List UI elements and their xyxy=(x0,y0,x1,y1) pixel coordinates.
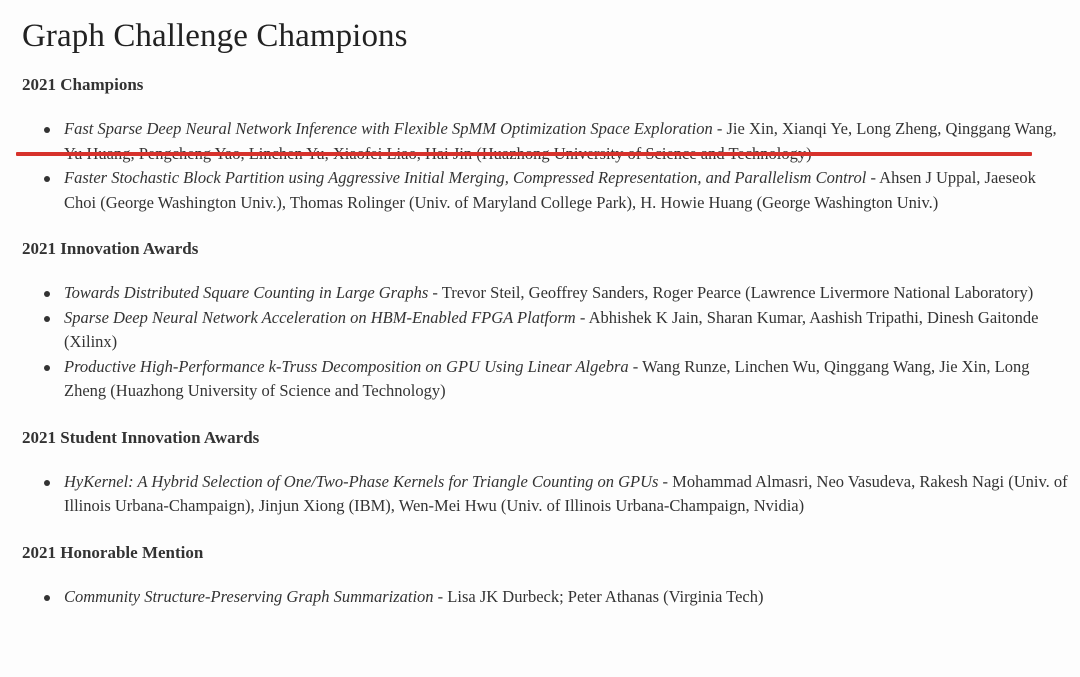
award-list xyxy=(22,470,1072,519)
paper-title: Community Structure-Preserving Graph Summarization xyxy=(64,586,434,606)
separator: - xyxy=(433,586,448,606)
paper-title: Towards Distributed Square Counting in Large Graphs xyxy=(64,283,429,302)
section-student-innovation-awards xyxy=(22,426,1072,519)
bullet-icon xyxy=(44,176,50,182)
list-item xyxy=(22,306,1072,355)
highlight-underline xyxy=(16,152,1032,156)
page-title: Graph Challenge Champions xyxy=(22,18,408,54)
separator: - xyxy=(428,283,442,302)
award-list xyxy=(22,281,1072,404)
list-item xyxy=(22,281,1072,306)
paper-authors: Wang Runze, Linchen Wu, Qinggang Wang, Jie Xin, Long Zheng (Huazhong University of Science and Technology) xyxy=(64,356,1030,400)
section-innovation-awards xyxy=(22,237,1072,404)
list-item xyxy=(22,355,1072,404)
bullet-icon xyxy=(44,365,50,371)
bullet-icon xyxy=(44,316,50,322)
section-honorable-mention xyxy=(22,541,1072,610)
paper-title: Fast Sparse Deep Neural Network Inference with Flexible SpMM Optimization Space Exploration xyxy=(64,119,713,138)
bullet-icon xyxy=(44,595,50,601)
separator: - xyxy=(866,168,880,187)
list-item xyxy=(22,585,1072,610)
award-list xyxy=(22,585,1072,610)
paper-authors: Lisa JK Durbeck; Peter Athanas (Virginia Tech) xyxy=(447,586,764,606)
separator: - xyxy=(658,471,673,491)
page-content xyxy=(22,14,1072,609)
separator: - xyxy=(575,307,589,327)
paper-title: Faster Stochastic Block Partition using Aggressive Initial Merging, Compressed Representation, and Parallelism Control xyxy=(64,168,867,187)
bullet-icon xyxy=(44,291,50,297)
paper-title: Sparse Deep Neural Network Acceleration on HBM-Enabled FPGA Platform xyxy=(64,307,576,327)
bullet-icon xyxy=(44,127,50,133)
list-item xyxy=(22,117,1072,166)
separator: - xyxy=(628,356,643,376)
list-item xyxy=(22,470,1072,519)
award-list xyxy=(22,117,1072,215)
paper-authors: Abhishek K Jain, Sharan Kumar, Aashish Tripathi, Dinesh Gaitonde (Xilinx) xyxy=(64,307,1039,351)
paper-title: Productive High-Performance k-Truss Decomposition on GPU Using Linear Algebra xyxy=(64,356,629,376)
paper-authors: Jie Xin, Xianqi Ye, Long Zheng, Qinggang Wang, xyxy=(726,119,1057,138)
separator: - xyxy=(712,119,727,138)
paper-authors: Ahsen J Uppal, Jaeseok Choi (George Washington Univ.), Thomas Rolinger (Univ. of Maryland College Park), H. Howie Huang (George Washington Univ.) xyxy=(64,168,1036,212)
list-item xyxy=(22,166,1072,215)
bullet-icon xyxy=(44,480,50,486)
paper-authors: Mohammad Almasri, Neo Vasudeva, Rakesh Nagi (Univ. of Illinois Urbana-Champaign), Jinjun Xiong (IBM), Wen-Mei Hwu (Univ. of Illinois Urbana-Champaign, Nvidia) xyxy=(64,471,1068,515)
paper-authors: Trevor Steil, Geoffrey Sanders, Roger Pearce (Lawrence Livermore National Laboratory) xyxy=(441,283,1034,302)
section-champions xyxy=(22,73,1072,215)
section-heading: 2021 Champions xyxy=(22,75,144,94)
section-heading: 2021 Innovation Awards xyxy=(22,239,199,258)
section-heading: 2021 Student Innovation Awards xyxy=(22,427,260,447)
section-heading: 2021 Honorable Mention xyxy=(22,542,204,562)
paper-title: HyKernel: A Hybrid Selection of One/Two-Phase Kernels for Triangle Counting on GPUs xyxy=(64,471,659,491)
